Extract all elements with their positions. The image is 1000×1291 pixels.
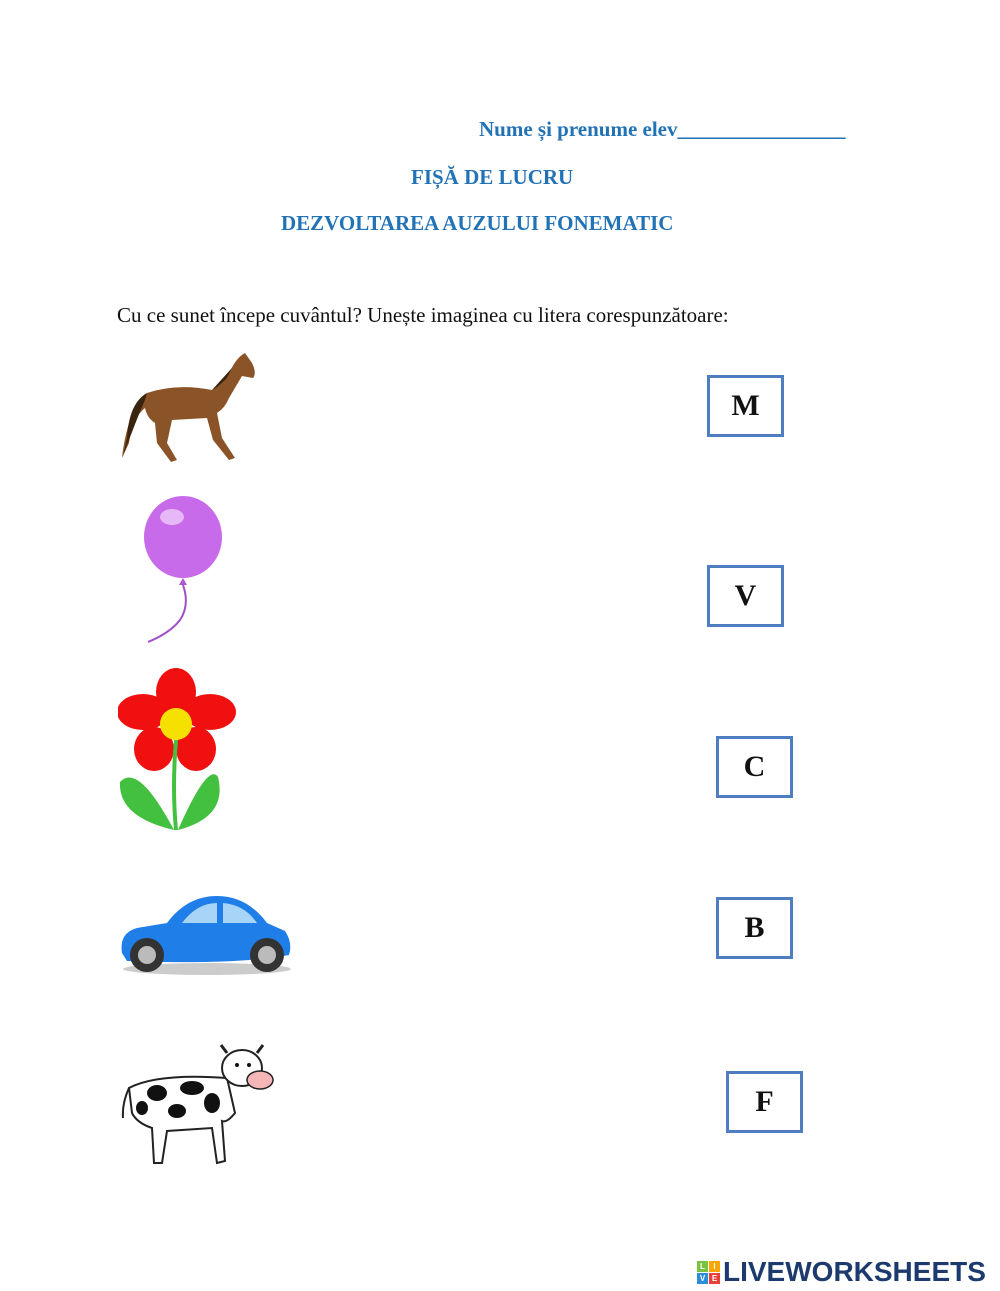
letter-label: F bbox=[755, 1085, 774, 1118]
horse-image[interactable] bbox=[117, 348, 257, 468]
logo-text: LIVEWORKSHEETS bbox=[723, 1256, 986, 1287]
flower-image[interactable] bbox=[118, 667, 240, 833]
logo-tile: L bbox=[697, 1261, 708, 1272]
logo-tiles-icon bbox=[697, 1261, 720, 1284]
letter-box-c[interactable] bbox=[716, 736, 793, 798]
letter-label: M bbox=[731, 389, 760, 422]
logo-tile: I bbox=[709, 1261, 720, 1272]
instruction-text: Cu ce sunet începe cuvântul? Unește imaginea cu litera corespunzătoare: bbox=[117, 303, 729, 327]
student-name-line[interactable]: Nume și prenume elev________________ bbox=[479, 117, 846, 141]
letter-label: B bbox=[744, 911, 765, 944]
cow-image[interactable] bbox=[117, 1043, 277, 1173]
letter-label: C bbox=[743, 750, 766, 783]
logo-tile: V bbox=[697, 1273, 708, 1284]
worksheet-subtitle: DEZVOLTAREA AUZULUI FONEMATIC bbox=[281, 211, 674, 235]
letter-label: V bbox=[734, 579, 757, 612]
worksheet-title: FIȘĂ DE LUCRU bbox=[411, 165, 574, 189]
car-image[interactable] bbox=[117, 893, 295, 978]
letter-box-f[interactable] bbox=[726, 1071, 803, 1133]
letter-box-m[interactable] bbox=[707, 375, 784, 437]
letter-box-b[interactable] bbox=[716, 897, 793, 959]
letter-box-v[interactable] bbox=[707, 565, 784, 627]
logo-tile: E bbox=[709, 1273, 720, 1284]
liveworksheets-logo bbox=[697, 1256, 986, 1288]
balloon-image[interactable] bbox=[140, 495, 230, 645]
